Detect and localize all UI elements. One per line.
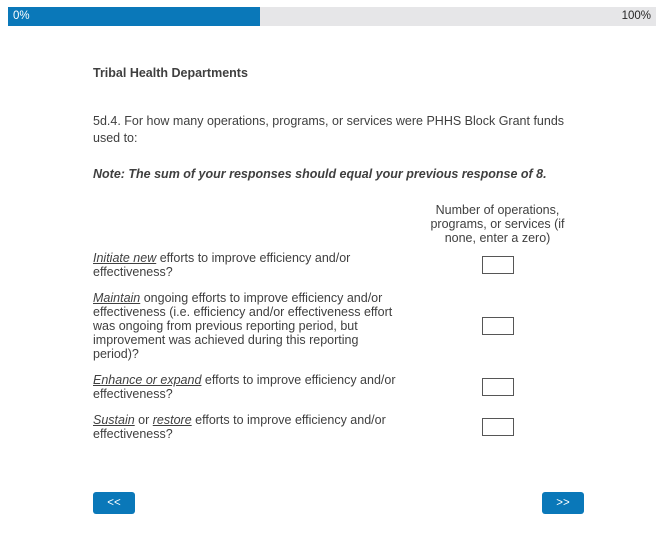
navigation bbox=[93, 492, 584, 514]
question-text: 5d.4. For how many operations, programs, or services were PHHS Block Grant funds used to: bbox=[93, 114, 565, 145]
next-button[interactable]: >> bbox=[542, 492, 584, 514]
table-row bbox=[93, 291, 584, 361]
previous-button[interactable]: << bbox=[93, 492, 135, 514]
number-input[interactable] bbox=[482, 418, 514, 436]
survey-content bbox=[93, 66, 584, 514]
row-question-label: Enhance or expand efforts to improve efficiency and/or effectiveness? bbox=[93, 373, 396, 401]
progress-min-label: 0% bbox=[13, 10, 30, 22]
rows bbox=[93, 251, 584, 441]
answer-column-header: Number of operations, programs, or services (if none, enter a zero) bbox=[430, 203, 565, 245]
row-question-label: Initiate new efforts to improve efficiency and/or effectiveness? bbox=[93, 251, 351, 279]
number-input[interactable] bbox=[482, 256, 514, 274]
progress-bar bbox=[8, 7, 656, 26]
note-text: Note: The sum of your responses should equal your previous response of 8. bbox=[93, 167, 547, 181]
number-input[interactable] bbox=[482, 378, 514, 396]
row-question-label: Maintain ongoing efforts to improve efficiency and/or effectiveness (i.e. efficiency and/or effectiveness effort was ongoing from previous reporting period, but improvement was achieved during this reporting period)? bbox=[93, 291, 393, 361]
table-row bbox=[93, 413, 584, 441]
row-input-cell bbox=[420, 256, 575, 274]
number-input[interactable] bbox=[482, 317, 514, 335]
row-input-cell bbox=[420, 378, 575, 396]
progress-max-label: 100% bbox=[621, 10, 651, 22]
progress-bar-fill bbox=[8, 7, 260, 26]
page-title: Tribal Health Departments bbox=[93, 66, 248, 80]
row-question-label: Sustain or restore efforts to improve efficiency and/or effectiveness? bbox=[93, 413, 386, 441]
row-input-cell bbox=[420, 418, 575, 436]
table-row bbox=[93, 251, 584, 279]
row-input-cell bbox=[420, 317, 575, 335]
table-row bbox=[93, 373, 584, 401]
